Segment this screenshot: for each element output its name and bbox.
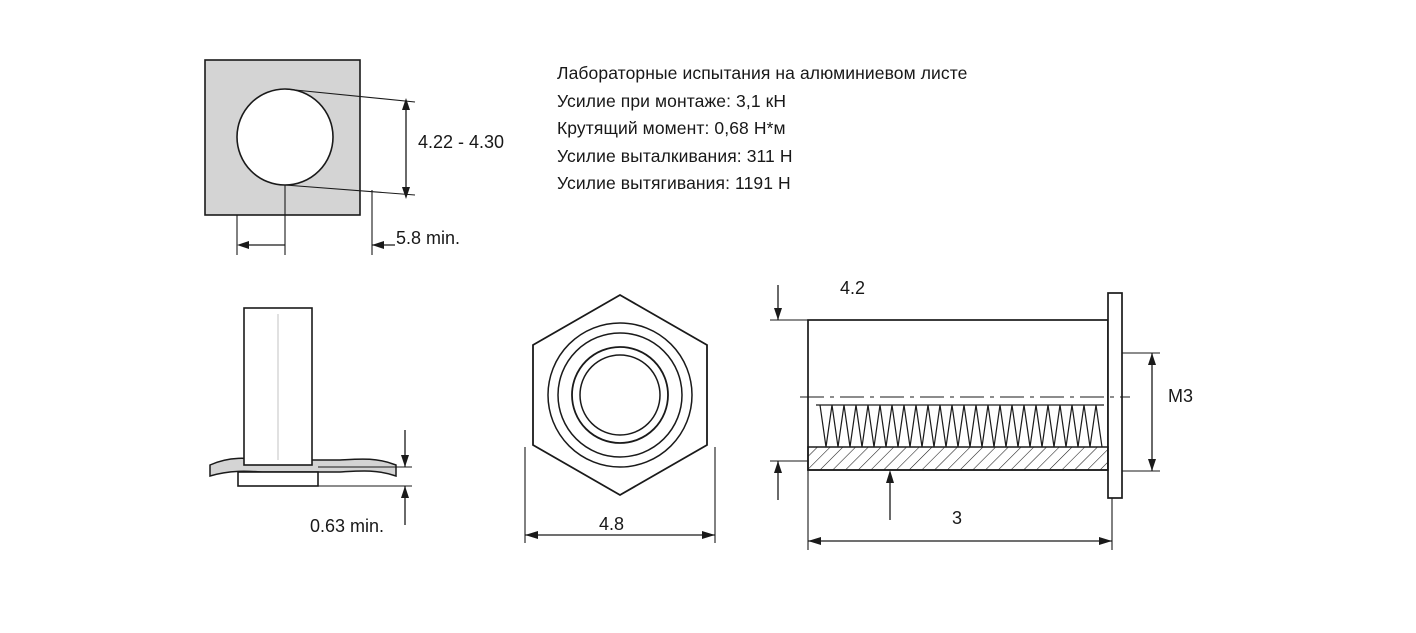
arrow-down-icon-4	[1148, 459, 1156, 471]
note-line-4: Усилие выталкивания: 311 Н	[557, 145, 793, 166]
arrow-up-icon-3	[774, 461, 782, 473]
length-label: 3	[952, 508, 963, 528]
arrow-left-icon	[237, 241, 249, 249]
arrow-down-icon	[402, 187, 410, 199]
flush-height-label: 0.63 min.	[310, 516, 385, 536]
note-line-3: Крутящий момент: 0,68 Н*м	[557, 118, 786, 138]
hex-outline	[533, 295, 707, 495]
arrow-left-icon-3	[525, 531, 538, 539]
arrow-up-icon	[402, 98, 410, 110]
mounting-hole	[237, 89, 333, 185]
view-hex-end	[495, 285, 795, 565]
head-flange	[1108, 293, 1122, 498]
arrow-up-icon-5	[886, 470, 894, 483]
view-plate-hole	[180, 40, 600, 270]
note-line-1: Лабораторные испытания на алюминиевом листе	[557, 63, 968, 83]
arrow-down-icon-3	[774, 308, 782, 320]
arrow-left-icon-2	[372, 241, 384, 249]
arrow-right-icon	[702, 531, 715, 539]
nut-flange	[238, 472, 318, 486]
arrow-up-icon-2	[401, 486, 409, 498]
note-line-5: Усилие вытягивания: 1191 Н	[557, 173, 791, 193]
head-height-label: 4.2	[840, 278, 866, 298]
thread-size-label: M3	[1168, 386, 1194, 406]
across-flats-label: 4.8	[599, 514, 625, 534]
note-line-2: Усилие при монтаже: 3,1 кН	[557, 90, 787, 111]
arrow-left-icon-4	[808, 537, 821, 545]
arrow-up-icon-4	[1148, 353, 1156, 365]
arrow-down-icon-2	[401, 455, 409, 467]
edge-distance-label: 5.8 min.	[396, 228, 461, 248]
hole-diameter-label: 4.22 - 4.30	[418, 132, 505, 152]
lab-test-notes	[557, 60, 1117, 198]
view-longitudinal-section	[760, 275, 1220, 575]
arrow-right-icon-2	[1099, 537, 1112, 545]
section-hatch-lower	[808, 447, 1108, 470]
